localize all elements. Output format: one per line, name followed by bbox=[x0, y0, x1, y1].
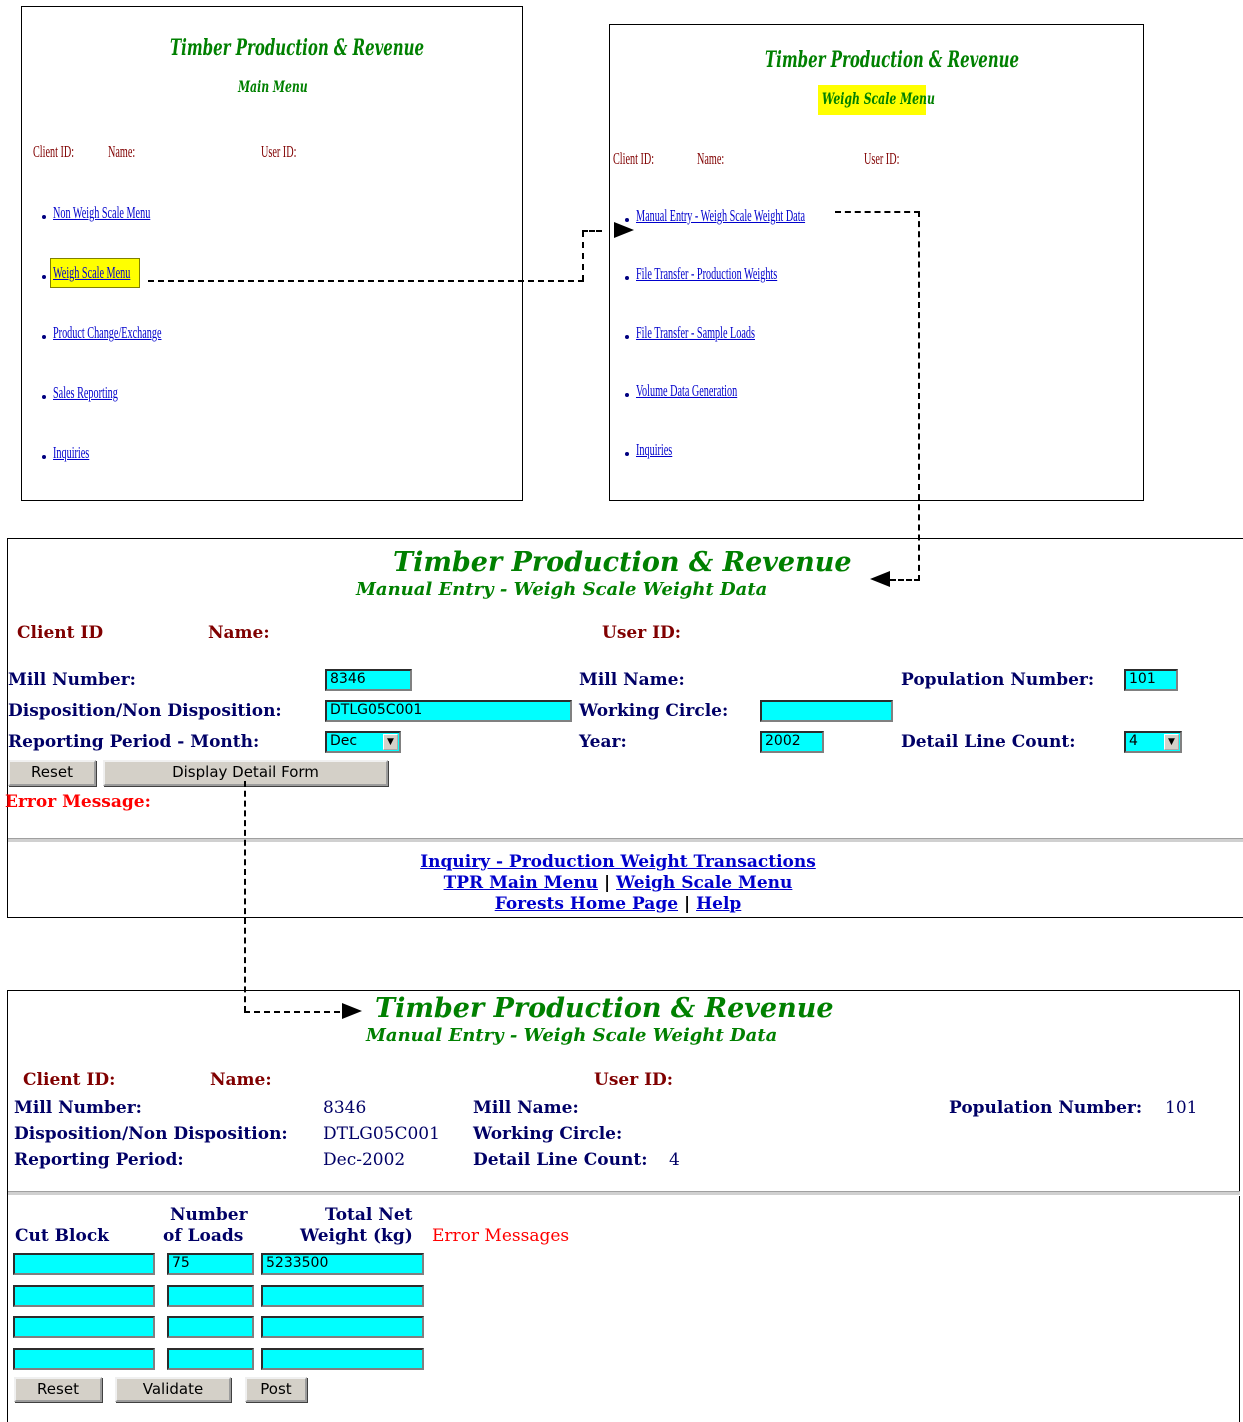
disposition-value: DTLG05C001 bbox=[323, 1124, 440, 1144]
reporting-period-value: Dec-2002 bbox=[323, 1150, 406, 1170]
name-label: Name: bbox=[697, 149, 725, 168]
mill-name-label: Mill Name: bbox=[473, 1098, 579, 1118]
user-id-label: User ID: bbox=[602, 623, 682, 643]
population-number-value: 101 bbox=[1165, 1098, 1198, 1118]
bullet-icon bbox=[625, 393, 629, 397]
weigh-scale-menu-link[interactable]: Weigh Scale Menu bbox=[616, 873, 793, 893]
reset-button[interactable]: Reset bbox=[8, 760, 96, 786]
working-circle-input[interactable] bbox=[760, 700, 893, 722]
mill-number-label: Mill Number: bbox=[14, 1098, 142, 1118]
weight-input[interactable]: 5233500 bbox=[261, 1253, 424, 1275]
link-separator: | bbox=[603, 873, 611, 893]
connector-line bbox=[582, 231, 584, 281]
page-title: Timber Production & Revenue bbox=[170, 35, 425, 61]
divider bbox=[8, 1191, 1240, 1196]
mill-number-value: 8346 bbox=[323, 1098, 367, 1118]
month-select[interactable] bbox=[325, 731, 401, 753]
arrow-left-icon bbox=[870, 571, 890, 587]
arrow-right-icon bbox=[342, 1003, 362, 1019]
menu-item-weigh-scale[interactable]: Weigh Scale Menu bbox=[53, 263, 131, 282]
bullet-icon bbox=[625, 452, 629, 456]
menu-item-product-change[interactable]: Product Change/Exchange bbox=[53, 323, 162, 342]
reporting-period-label: Reporting Period: bbox=[14, 1150, 184, 1170]
detail-line-count-value: 4 bbox=[669, 1150, 680, 1170]
reporting-period-label: Reporting Period - Month: bbox=[8, 732, 260, 752]
mill-number-input[interactable]: 8346 bbox=[325, 669, 412, 691]
client-id-label: Client ID: bbox=[33, 142, 75, 161]
detail-line-count-select[interactable] bbox=[1124, 731, 1182, 753]
connector-line bbox=[890, 579, 920, 581]
column-header-weight-2: Weight (kg) bbox=[300, 1226, 413, 1246]
help-link[interactable]: Help bbox=[696, 894, 742, 914]
mill-name-label: Mill Name: bbox=[579, 670, 685, 690]
month-value: Dec bbox=[330, 733, 358, 749]
population-number-input[interactable]: 101 bbox=[1124, 669, 1178, 691]
error-message-label: Error Message: bbox=[5, 792, 151, 812]
bullet-icon bbox=[42, 395, 46, 399]
post-button[interactable]: Post bbox=[245, 1377, 307, 1402]
column-header-error-messages: Error Messages bbox=[432, 1226, 570, 1246]
bullet-icon bbox=[42, 215, 46, 219]
connector-line bbox=[582, 230, 602, 232]
validate-button[interactable]: Validate bbox=[115, 1377, 231, 1402]
page-title: Timber Production & Revenue bbox=[393, 547, 852, 578]
column-header-loads-2: of Loads bbox=[163, 1226, 244, 1246]
bullet-icon bbox=[42, 275, 46, 279]
mill-number-label: Mill Number: bbox=[8, 670, 136, 690]
menu-item-sales-reporting[interactable]: Sales Reporting bbox=[53, 383, 118, 402]
menu-item-inquiries[interactable]: Inquiries bbox=[53, 443, 90, 462]
tpr-main-menu-link[interactable]: TPR Main Menu bbox=[443, 873, 599, 893]
chevron-down-icon[interactable]: ▼ bbox=[383, 734, 398, 750]
menu-item-manual-entry[interactable]: Manual Entry - Weigh Scale Weight Data bbox=[636, 206, 806, 225]
loads-input[interactable] bbox=[167, 1285, 254, 1307]
loads-input[interactable] bbox=[167, 1348, 254, 1370]
name-label: Name: bbox=[208, 623, 270, 643]
column-header-weight: Total Net bbox=[325, 1205, 413, 1225]
weight-input[interactable] bbox=[261, 1348, 424, 1370]
bullet-icon bbox=[625, 276, 629, 280]
page-subtitle: Main Menu bbox=[238, 77, 308, 96]
user-id-label: User ID: bbox=[594, 1070, 674, 1090]
cut-block-input[interactable] bbox=[13, 1253, 155, 1275]
population-number-label: Population Number: bbox=[901, 670, 1095, 690]
connector-line bbox=[148, 280, 584, 282]
detail-line-count-label: Detail Line Count: bbox=[901, 732, 1076, 752]
divider bbox=[8, 838, 1243, 843]
forests-home-page-link[interactable]: Forests Home Page bbox=[494, 894, 679, 914]
reset-button[interactable]: Reset bbox=[14, 1377, 102, 1402]
weigh-scale-menu-panel bbox=[609, 24, 1144, 501]
page-subtitle: Weigh Scale Menu bbox=[822, 89, 935, 108]
weight-input[interactable] bbox=[261, 1285, 424, 1307]
working-circle-label: Working Circle: bbox=[579, 701, 729, 721]
user-id-label: User ID: bbox=[864, 149, 900, 168]
page-title: Timber Production & Revenue bbox=[375, 993, 834, 1024]
detail-form-panel bbox=[7, 990, 1240, 1422]
client-id-label: Client ID: bbox=[23, 1070, 116, 1090]
connector-line bbox=[918, 211, 920, 581]
page-title: Timber Production & Revenue bbox=[765, 47, 1020, 73]
connector-line bbox=[835, 211, 920, 213]
chevron-down-icon[interactable]: ▼ bbox=[1164, 734, 1179, 750]
bullet-icon bbox=[42, 335, 46, 339]
manual-entry-panel bbox=[7, 538, 1243, 918]
disposition-input[interactable]: DTLG05C001 bbox=[325, 700, 572, 722]
footer-links bbox=[8, 852, 1228, 915]
loads-input[interactable] bbox=[167, 1316, 254, 1338]
weight-input[interactable] bbox=[261, 1316, 424, 1338]
detail-line-count-label: Detail Line Count: bbox=[473, 1150, 648, 1170]
arrow-right-icon bbox=[614, 222, 634, 238]
main-menu-panel bbox=[21, 6, 523, 501]
client-id-label: Client ID: bbox=[613, 149, 655, 168]
cut-block-input[interactable] bbox=[13, 1348, 155, 1370]
working-circle-label: Working Circle: bbox=[473, 1124, 623, 1144]
detail-line-count-value: 4 bbox=[1129, 733, 1138, 749]
cut-block-input[interactable] bbox=[13, 1316, 155, 1338]
bullet-icon bbox=[42, 455, 46, 459]
user-id-label: User ID: bbox=[261, 142, 297, 161]
page-subtitle: Manual Entry - Weigh Scale Weight Data bbox=[366, 1025, 778, 1046]
cut-block-input[interactable] bbox=[13, 1285, 155, 1307]
connector-line bbox=[244, 781, 246, 1012]
page-subtitle: Manual Entry - Weigh Scale Weight Data bbox=[356, 579, 768, 600]
loads-input[interactable]: 75 bbox=[167, 1253, 254, 1275]
disposition-label: Disposition/Non Disposition: bbox=[8, 701, 282, 721]
client-id-label: Client ID bbox=[17, 623, 104, 643]
name-label: Name: bbox=[108, 142, 136, 161]
column-header-cut-block: Cut Block bbox=[15, 1226, 109, 1246]
menu-item-file-transfer-samples[interactable]: File Transfer - Sample Loads bbox=[636, 323, 755, 342]
name-label: Name: bbox=[210, 1070, 272, 1090]
display-detail-form-button[interactable]: Display Detail Form bbox=[103, 760, 388, 786]
inquiry-production-weight-link[interactable]: Inquiry - Production Weight Transactions bbox=[420, 852, 816, 872]
menu-item-non-weigh-scale[interactable]: Non Weigh Scale Menu bbox=[53, 203, 151, 222]
connector-line bbox=[244, 1011, 340, 1013]
column-header-loads: Number bbox=[170, 1205, 248, 1225]
disposition-label: Disposition/Non Disposition: bbox=[14, 1124, 288, 1144]
link-separator: | bbox=[683, 894, 691, 914]
menu-item-file-transfer-weights[interactable]: File Transfer - Production Weights bbox=[636, 264, 778, 283]
menu-item-inquiries[interactable]: Inquiries bbox=[636, 440, 673, 459]
year-label: Year: bbox=[579, 732, 627, 752]
menu-item-volume-data[interactable]: Volume Data Generation bbox=[636, 381, 738, 400]
year-input[interactable]: 2002 bbox=[760, 731, 824, 753]
population-number-label: Population Number: bbox=[949, 1098, 1143, 1118]
bullet-icon bbox=[625, 335, 629, 339]
